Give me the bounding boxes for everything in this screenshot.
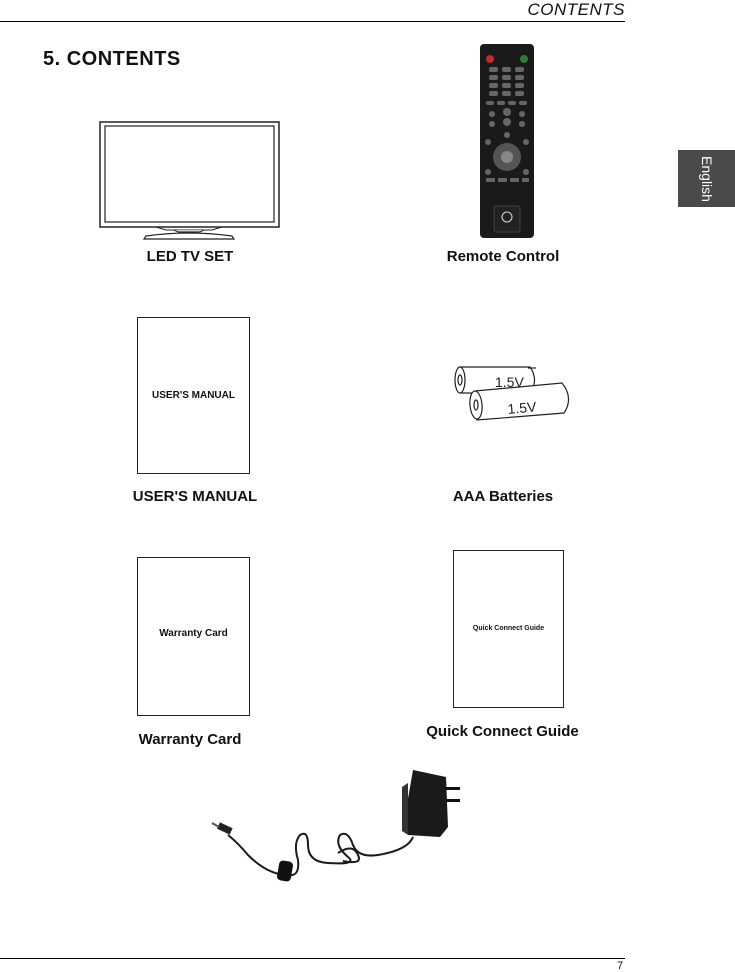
quick-connect-guide-booklet [453, 550, 564, 708]
header-rule [0, 21, 625, 22]
users-manual-booklet [137, 317, 250, 474]
warranty-card-cover-text: Warranty Card [159, 628, 228, 639]
users-manual-cover-text: USER'S MANUAL [152, 390, 235, 401]
battery-label-2: 1.5V [506, 398, 537, 417]
section-title: 5. CONTENTS [43, 48, 181, 70]
remote-caption: Remote Control [446, 248, 560, 265]
language-tab [678, 150, 735, 207]
footer-rule [0, 958, 625, 959]
led-tv-illustration [96, 118, 286, 244]
language-tab-label: English [698, 155, 715, 202]
warranty-card-booklet [137, 557, 250, 716]
warranty-card-caption: Warranty Card [138, 731, 242, 748]
quick-connect-guide-cover-text: Quick Connect Guide [472, 625, 545, 632]
batteries-caption: AAA Batteries [452, 488, 554, 505]
tv-caption: LED TV SET [146, 248, 234, 265]
page-number: 7 [617, 960, 624, 972]
running-header: CONTENTS [527, 0, 625, 19]
remote-control-illustration [478, 42, 536, 240]
users-manual-caption: USER'S MANUAL [132, 488, 258, 505]
quick-connect-guide-caption: Quick Connect Guide [426, 723, 579, 740]
battery-label-1: 1.5V [495, 374, 524, 390]
aaa-batteries-illustration [450, 362, 580, 442]
power-adapter-illustration [208, 765, 478, 890]
